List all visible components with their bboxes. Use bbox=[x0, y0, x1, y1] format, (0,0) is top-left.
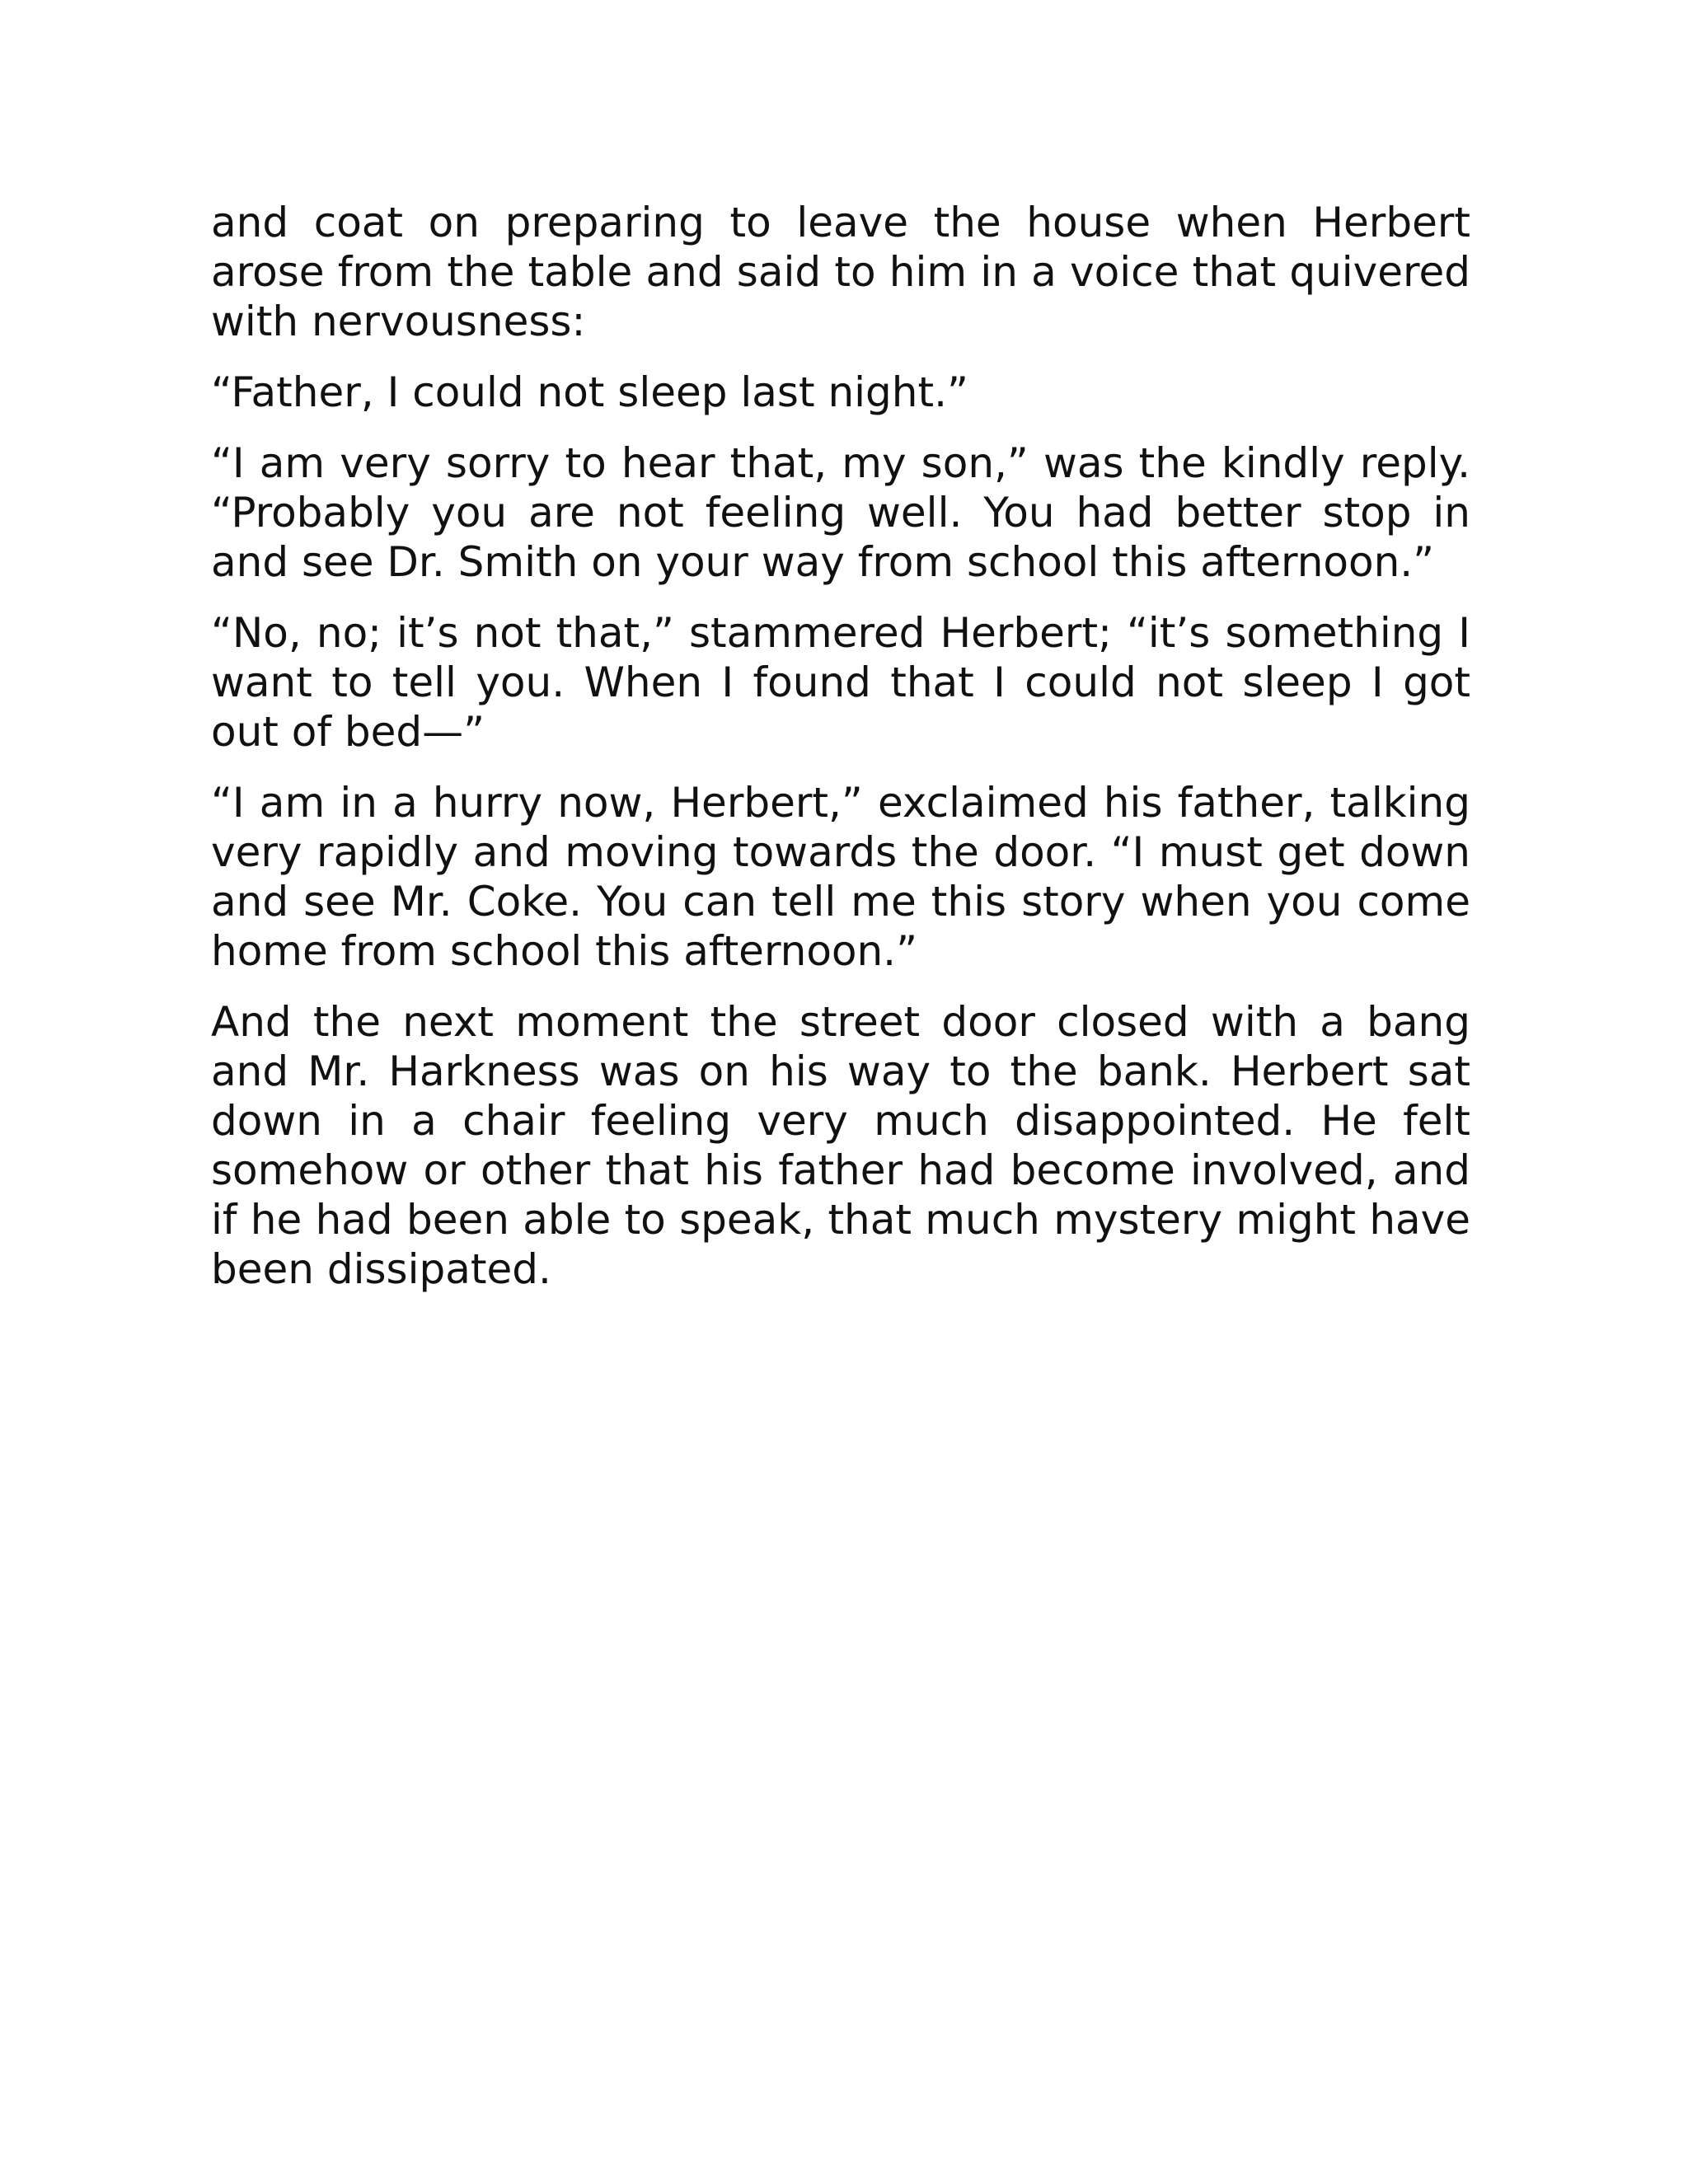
paragraph-1: and coat on preparing to leave the house when Herbert arose from the table and said to him in a voice that quivered with nervousness: bbox=[211, 199, 1470, 345]
paragraph-5: “I am in a hurry now, Herbert,” exclaimed his father, talking very rapidly and moving towards the door. “I must get down and see Mr. Coke. You can tell me this story when you come home from school this afternoon.” bbox=[211, 779, 1470, 975]
paragraph-4: “No, no; it’s not that,” stammered Herbert; “it’s something I want to tell you. When I found that I could not sleep I got out of bed—” bbox=[211, 609, 1470, 756]
paragraph-3: “I am very sorry to hear that, my son,” was the kindly reply. “Probably you are not feeling well. You had better stop in and see Dr. Smith on your way from school this afternoon.” bbox=[211, 439, 1470, 586]
paragraph-6: And the next moment the street door closed with a bang and Mr. Harkness was on his way to the bank. Herbert sat down in a chair feeling very much disappointed. He felt somehow or other that his father had become involved, and if he had been able to speak, that much mystery might have been dissipated. bbox=[211, 998, 1470, 1293]
body-text bbox=[211, 198, 1470, 1315]
paragraph-2: “Father, I could not sleep last night.” bbox=[211, 368, 968, 416]
